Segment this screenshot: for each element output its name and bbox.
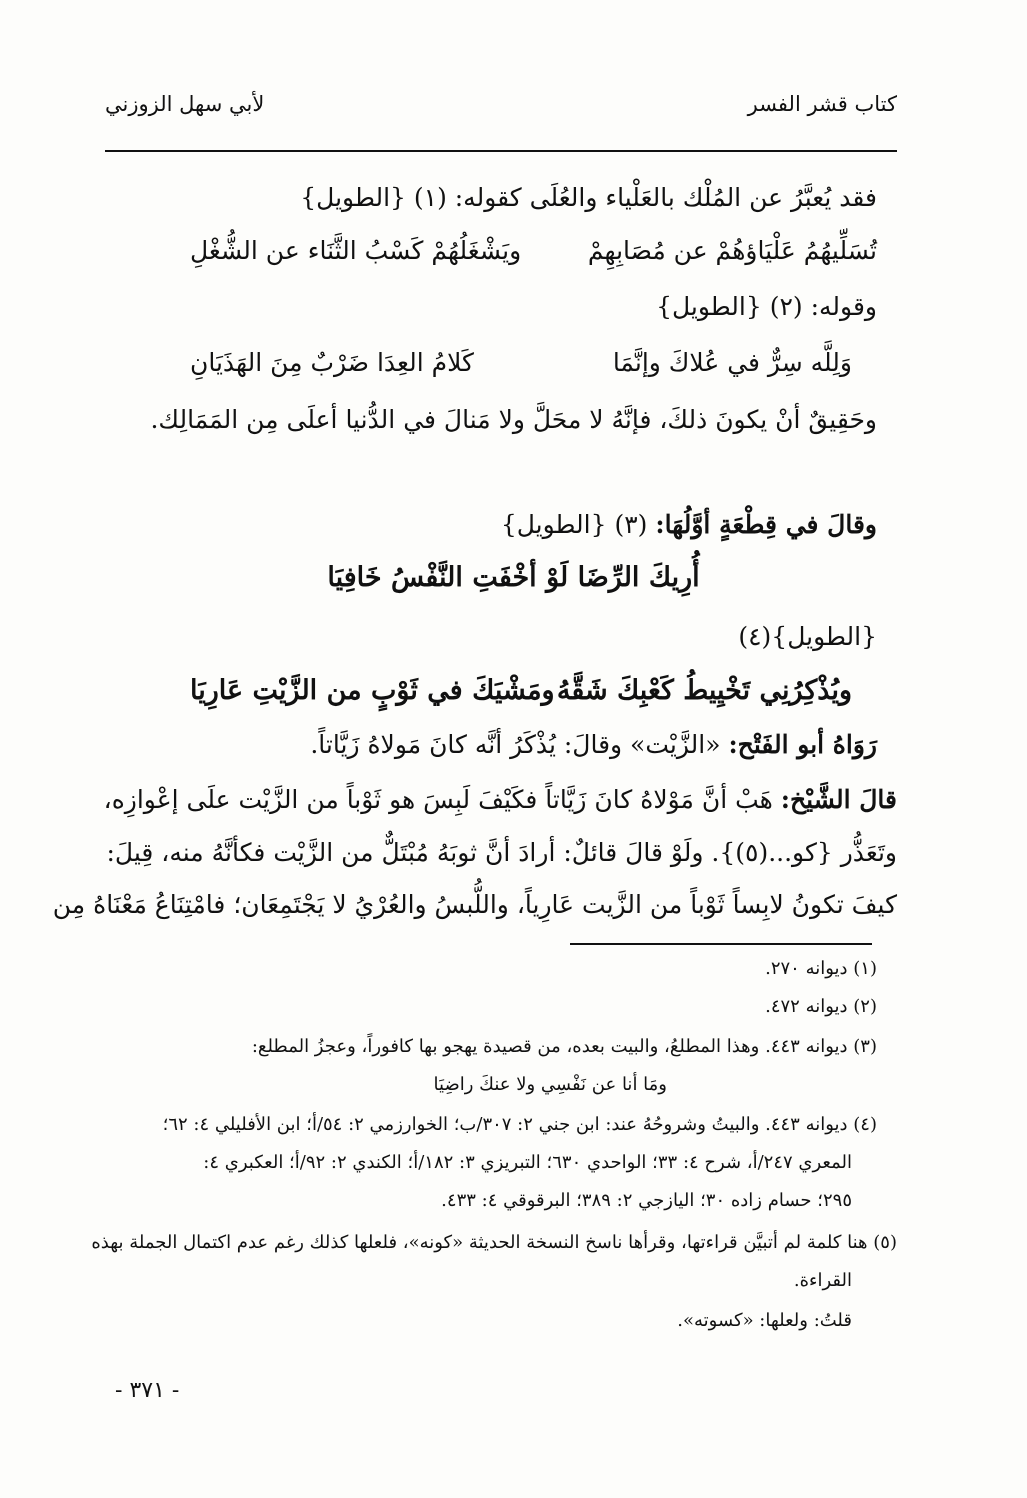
verse4-second-hemistich: ومَشْيَكَ في ثَوْبٍ من الزَّيْتِ عَارِيَا	[190, 675, 555, 706]
verse2-first-hemistich: وَلِلَّه سِرٌّ في عُلاكَ وإنَّمَا	[612, 348, 852, 377]
header-divider	[105, 150, 897, 152]
verse1-second-hemistich: ويَشْغَلُهُمْ كَسْبُ الثَّنَاء عن الشُّغْلِ	[190, 236, 522, 265]
footnote-2: (٢) ديوانه ٤٧٢.	[765, 996, 877, 1017]
footnote-4-line-3: ٢٩٥؛ حسام زاده ٣٠؛ اليازجي ٢: ٣٨٩؛ البرقوقي ٤: ٤٣٣.	[441, 1190, 852, 1211]
poem-intro-meter: (٣) {الطويل}	[500, 510, 656, 539]
verse2-second-hemistich: كَلامُ العِدَا ضَرْبٌ مِنَ الهَذَيَانِ	[190, 348, 474, 377]
body-line-10	[104, 785, 897, 814]
narrator-rest: «الزَّيْت» وقالَ: يُذْكَرُ أنَّه كانَ مَولاهُ زَيَّاتاً.	[310, 730, 729, 759]
footnote-4-line-2: المعري ٢٤٧/أ، شرح ٤: ٣٣؛ الواحدي ٦٣٠؛ التبريزي ٣: ١٨٢/أ؛ الكندي ٢: ٩٢/أ؛ العكبري ٤:	[203, 1152, 852, 1173]
body-line-1: فقد يُعبَّرُ عن المُلْك بالعَلْياء والعُلَى كقوله: (١) {الطويل}	[300, 183, 877, 212]
footnote-4-line-1: (٤) ديوانه ٤٤٣. والبيتُ وشروحُهُ عند: ابن جني ٢: ٣٠٧/ب؛ الخوارزمي ٢: ٥٤/أ؛ ابن الأفليلي ٤: ٦٢؛	[162, 1114, 877, 1135]
footnote-5-line-3: قلتُ: ولعلها: «كسوته».	[677, 1310, 852, 1331]
verse1-first-hemistich: تُسَلِّيهُمُ عَلْيَاؤهُمْ عن مُصَابِهِمْ	[587, 236, 877, 265]
sheikh-rest: هَبْ أنَّ مَوْلاهُ كانَ زَيَّاتاً فكَيْفَ لَبِسَ هو ثَوْباً من الزَّيْت علَى إعْوازِه،	[103, 785, 781, 814]
sheikh-bold: قالَ الشَّيْخ:	[780, 785, 897, 814]
body-line-3: وقوله: (٢) {الطويل}	[656, 292, 877, 321]
body-line-12: كيفَ تكونُ لابِساً ثَوْباً من الزَّيت عَارِياً، واللُّبسُ والعُرْيُ لا يَجْتَمِعَان؛ فامْتِنَاعُ مَعْنَاهُ مِن	[52, 890, 897, 919]
footnote-divider	[570, 943, 872, 945]
body-line-6	[501, 510, 877, 539]
body-line-5: وحَقِيقٌ أنْ يكونَ ذلكَ، فإنَّهُ لا محَلَّ ولا مَنالَ في الدُّنيا أعلَى مِن المَمَالِك.	[150, 405, 877, 434]
body-line-9	[310, 730, 877, 759]
running-header-author: لأبي سهل الزوزني	[105, 92, 265, 116]
verse3-hemistich: أُرِيكَ الرِّضَا لَوْ أخْفَتِ النَّفْسُ خَافِيَا	[327, 562, 700, 593]
narrator-bold: رَوَاهُ أبو الفَتْح:	[728, 730, 877, 759]
running-header-title: كتاب قشر الفسر	[747, 92, 897, 116]
footnote-5-line-2: القراءة.	[793, 1270, 852, 1291]
footnote-1: (١) ديوانه ٢٧٠.	[765, 958, 877, 979]
meter-label-4: {الطويل}(٤)	[738, 622, 877, 651]
verse4-first-hemistich: ويُذْكِرُنِي تَخْيِيطُ كَعْبِكَ شَقَّهُ	[556, 675, 852, 706]
poem-intro-bold: وقالَ في قِطْعَةٍ أوَّلُهَا:	[655, 510, 877, 539]
body-line-11: وتَعَذُّر {كو...(٥)}. ولَوْ قالَ قائلٌ: أرادَ أنَّ ثوبَهُ مُبْتَلٌّ من الزَّيْت فكأنَّهُ منه، قِيلَ:	[106, 838, 897, 867]
footnote-5-line-1: (٥) هنا كلمة لم أتبيَّن قراءتها، وقرأها ناسخ النسخة الحديثة «كونه»، فلعلها كذلك رغم عدم اكتمال الجملة بهذه	[91, 1232, 897, 1253]
page-number: - ٣٧١ -	[115, 1378, 180, 1403]
footnote-3: (٣) ديوانه ٤٤٣. وهذا المطلعُ، والبيت بعده، من قصيدة يهجو بها كافوراً، وعجزُ المطلع:	[251, 1036, 877, 1057]
footnote-3-verse: ومَا أنا عن نَفْسِي ولا عنكَ راضِيَا	[433, 1074, 667, 1095]
